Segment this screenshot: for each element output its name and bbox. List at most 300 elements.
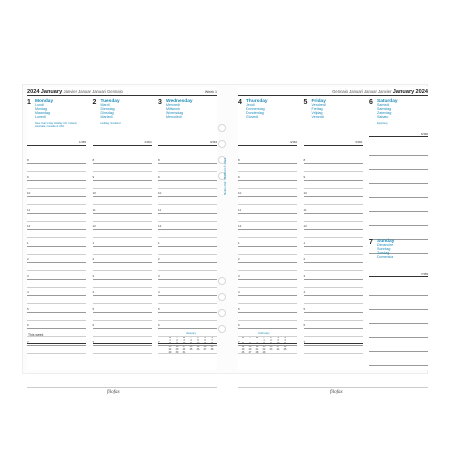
half-hour-line[interactable]	[158, 254, 217, 255]
half-hour-line[interactable]	[27, 336, 86, 337]
mini-calendar-date[interactable]: 18	[283, 345, 287, 348]
mini-calendar-date[interactable]: 2	[176, 339, 178, 342]
hour-label: 4	[158, 290, 160, 294]
half-hour-line[interactable]	[27, 188, 86, 189]
mini-calendar-date[interactable]: 17	[276, 345, 280, 348]
day-number: 3	[158, 99, 162, 106]
footer-rule	[27, 387, 217, 388]
hour-label: 9	[27, 174, 29, 179]
mini-calendar-title: February	[258, 331, 270, 335]
column-bottom-rule	[304, 343, 363, 344]
day-header	[304, 99, 363, 143]
hour-line[interactable]	[158, 229, 217, 230]
writing-line[interactable]	[369, 351, 428, 352]
hour-line[interactable]	[93, 279, 152, 280]
hour-label: 12	[92, 224, 96, 228]
year: 2024	[27, 89, 40, 95]
half-hour-line[interactable]	[238, 204, 297, 205]
hour-line[interactable]	[93, 180, 152, 181]
day-name-translation: Samedi	[377, 103, 390, 108]
half-hour-line[interactable]	[93, 320, 152, 321]
mini-calendar-date[interactable]: 13	[248, 345, 252, 348]
half-hour-line[interactable]	[158, 336, 217, 337]
half-hour-line[interactable]	[158, 171, 217, 172]
mini-calendar-date[interactable]: 19	[241, 348, 245, 351]
weekday-initial: F	[197, 336, 199, 339]
day-name-translation: Mittwoch	[166, 107, 181, 112]
mini-calendar-date[interactable]: 5	[197, 339, 199, 342]
day-names	[246, 99, 296, 120]
mini-calendar-date[interactable]: 4	[190, 339, 192, 342]
day-name-translation: Samstag	[377, 107, 392, 112]
mini-calendar-date[interactable]: 7	[211, 339, 213, 342]
hour-line[interactable]	[93, 328, 152, 329]
mini-calendar-date[interactable]: 23	[269, 348, 273, 351]
mini-calendar-date[interactable]: 6	[249, 342, 251, 345]
writing-line[interactable]	[369, 365, 428, 366]
binder-hole	[218, 277, 226, 285]
writing-line[interactable]	[369, 323, 428, 324]
day-name-translation: Dienstag	[100, 107, 115, 112]
day-number: 1	[27, 99, 31, 106]
day-name-translation: Vrijdag	[311, 111, 323, 116]
day-rule	[369, 276, 428, 277]
hour-label: 10	[238, 191, 242, 195]
week-number: Week 1	[204, 90, 217, 94]
hour-label: 2	[92, 257, 95, 261]
mini-calendar-date[interactable]: 25	[189, 348, 193, 351]
mini-calendar-date[interactable]: 11	[283, 342, 287, 345]
day-name-translation: Donnerstag	[246, 107, 265, 112]
mini-calendar-date[interactable]: 11	[189, 342, 193, 345]
hour-line[interactable]	[158, 213, 217, 214]
mini-calendar-date[interactable]: 7	[256, 342, 258, 345]
hour-line[interactable]	[27, 180, 86, 181]
hour-line[interactable]	[304, 262, 363, 263]
day-rule	[369, 136, 428, 137]
weekday-initial: F	[270, 336, 272, 339]
hour-label: 10	[27, 191, 31, 195]
hour-line[interactable]	[238, 295, 297, 296]
hour-line[interactable]	[238, 262, 297, 263]
mini-calendar-date[interactable]: 26	[241, 351, 245, 354]
hour-line[interactable]	[238, 312, 297, 313]
half-hour-line[interactable]	[158, 270, 217, 271]
half-hour-line[interactable]	[27, 237, 86, 238]
half-hour-line[interactable]	[304, 287, 363, 288]
day-column-sunday[interactable]	[369, 239, 428, 450]
hour-label: 1	[238, 240, 240, 245]
day-column-monday[interactable]	[27, 99, 86, 357]
half-hour-line[interactable]	[27, 320, 86, 321]
mini-calendar-date[interactable]: 10	[276, 342, 280, 345]
mini-calendar-date[interactable]: 1	[263, 339, 265, 342]
mini-calendar-date[interactable]: 26	[196, 348, 200, 351]
mini-calendar-date[interactable]: 24	[182, 348, 186, 351]
half-hour-line[interactable]	[93, 171, 152, 172]
hour-label: 4	[27, 290, 29, 294]
hour-line[interactable]	[158, 279, 217, 280]
half-hour-line[interactable]	[238, 320, 297, 321]
half-hour-line[interactable]	[27, 221, 86, 222]
half-hour-line[interactable]	[158, 303, 217, 304]
half-hour-line[interactable]	[93, 336, 152, 337]
mini-calendar-date[interactable]: 22	[168, 348, 172, 351]
day-column-thursday[interactable]	[238, 99, 297, 357]
month-title: January	[392, 89, 415, 95]
mini-calendar-date[interactable]: 21	[255, 348, 259, 351]
mini-calendar-date[interactable]: 3	[277, 339, 279, 342]
hour-line[interactable]	[93, 262, 152, 263]
mini-calendar-date[interactable]: 12	[241, 345, 245, 348]
mini-calendar-date[interactable]: 9	[270, 342, 272, 345]
half-hour-line[interactable]	[238, 237, 297, 238]
half-hour-line[interactable]	[93, 221, 152, 222]
day-name-translation: Dinsdag	[100, 111, 114, 116]
half-hour-line[interactable]	[238, 254, 297, 255]
day-name-translation: Dimanche	[377, 243, 394, 248]
half-hour-line[interactable]	[238, 188, 297, 189]
day-name: Wednesday	[166, 99, 193, 104]
half-hour-line[interactable]	[93, 303, 152, 304]
hour-line[interactable]	[304, 246, 363, 247]
half-hour-line[interactable]	[238, 221, 297, 222]
weekday-initial: M	[242, 336, 244, 339]
mini-calendar-date[interactable]: 25	[283, 348, 287, 351]
day-names	[166, 99, 216, 120]
filofax-logo: filofax	[107, 390, 120, 395]
half-hour-line[interactable]	[93, 188, 152, 189]
hour-line[interactable]	[238, 163, 297, 164]
binder-hole	[218, 325, 226, 333]
hour-line[interactable]	[158, 196, 217, 197]
day-column-wednesday[interactable]	[158, 99, 217, 357]
mini-calendar-date[interactable]: 4	[284, 339, 286, 342]
hour-line[interactable]	[304, 312, 363, 313]
hour-label: 8	[158, 158, 160, 162]
writing-line[interactable]	[369, 155, 428, 156]
mini-calendar-date[interactable]: 18	[189, 345, 193, 348]
mini-calendar-date[interactable]: 20	[248, 348, 252, 351]
half-hour-line[interactable]	[27, 254, 86, 255]
binder-hole	[218, 293, 226, 301]
mini-calendar-date[interactable]: 31	[182, 351, 186, 354]
day-rule	[27, 145, 86, 146]
hour-line[interactable]	[93, 345, 152, 346]
half-hour-line[interactable]	[93, 270, 152, 271]
hour-line[interactable]	[27, 279, 86, 280]
hour-label: 12	[27, 224, 31, 228]
half-hour-line[interactable]	[238, 353, 297, 354]
day-note: New Year's Day Holiday UK, Ireland, Australia, Canada & USA	[35, 122, 78, 129]
hour-line[interactable]	[238, 180, 297, 181]
day-name: Saturday	[377, 99, 398, 104]
weekday-initial: S	[211, 336, 213, 339]
half-hour-line[interactable]	[27, 303, 86, 304]
hour-label: 6	[27, 323, 29, 327]
hour-label: 7	[238, 339, 240, 344]
hour-line[interactable]	[93, 295, 152, 296]
mini-calendar-date[interactable]: 9	[176, 342, 178, 345]
writing-line[interactable]	[369, 169, 428, 170]
hour-line[interactable]	[93, 213, 152, 214]
half-hour-line[interactable]	[93, 237, 152, 238]
writing-line[interactable]	[369, 337, 428, 338]
writing-line[interactable]	[369, 211, 428, 212]
hour-line[interactable]	[27, 312, 86, 313]
day-name-translation: Lunedì	[35, 115, 46, 120]
mini-calendar-date[interactable]: 14	[210, 342, 214, 345]
hour-line[interactable]	[238, 328, 297, 329]
hour-label: 7	[303, 339, 306, 344]
mini-calendar-date[interactable]: 10	[182, 342, 186, 345]
half-hour-line[interactable]	[304, 320, 363, 321]
half-hour-line[interactable]	[93, 254, 152, 255]
day-of-year: 7/359	[421, 272, 428, 276]
half-hour-line[interactable]	[238, 171, 297, 172]
hour-line[interactable]	[27, 213, 86, 214]
day-name-translation: Sonntag	[377, 247, 391, 252]
half-hour-line[interactable]	[238, 336, 297, 337]
hour-line[interactable]	[27, 163, 86, 164]
writing-line[interactable]	[369, 183, 428, 184]
half-hour-line[interactable]	[304, 204, 363, 205]
hour-label: 9	[158, 174, 160, 179]
hour-label: 1	[303, 240, 306, 245]
month-translations: Janvier Januar Januari Gennaio	[63, 89, 123, 94]
day-name-translation: Maandag	[35, 111, 50, 116]
hour-label: 1	[158, 240, 160, 245]
half-hour-line[interactable]	[304, 237, 363, 238]
hour-label: 8	[92, 158, 95, 162]
hour-line[interactable]	[304, 295, 363, 296]
half-hour-line[interactable]	[158, 188, 217, 189]
hour-line[interactable]	[304, 196, 363, 197]
hour-label: 4	[92, 290, 95, 294]
half-hour-line[interactable]	[27, 270, 86, 271]
day-names	[377, 239, 427, 260]
half-hour-line[interactable]	[304, 221, 363, 222]
day-name-translation: Martedì	[100, 115, 113, 120]
day-number: 7	[369, 239, 373, 246]
mini-calendar-date[interactable]: 29	[168, 351, 172, 354]
mini-calendar-date[interactable]: 17	[182, 345, 186, 348]
day-number: 2	[92, 99, 97, 106]
mini-calendar-date[interactable]: 13	[203, 342, 207, 345]
hour-label: 11	[92, 207, 96, 212]
hour-line[interactable]	[93, 163, 152, 164]
mini-calendar-date[interactable]: 16	[175, 345, 179, 348]
mini-calendar-date[interactable]: 19	[196, 345, 200, 348]
hour-line[interactable]	[158, 295, 217, 296]
weekday-initial: T	[176, 336, 178, 339]
hour-line[interactable]	[93, 312, 152, 313]
hour-line[interactable]	[238, 279, 297, 280]
mini-calendar-date[interactable]: 16	[269, 345, 273, 348]
day-name: Sunday	[377, 239, 395, 244]
hour-label: 2	[303, 257, 306, 261]
mini-calendar-date[interactable]: 30	[175, 351, 179, 354]
day-name-translation: Vendredi	[311, 103, 326, 108]
hour-label: 6	[92, 323, 95, 327]
month-translations: Gennaio Januari Januar Janvier	[332, 89, 392, 94]
half-hour-line[interactable]	[158, 221, 217, 222]
day-name-translation: Mercoledì	[166, 115, 182, 120]
column-bottom-rule	[27, 343, 86, 344]
mini-calendar-date[interactable]: 28	[210, 348, 214, 351]
half-hour-line[interactable]	[304, 188, 363, 189]
right-page	[238, 87, 428, 395]
mini-calendar-date[interactable]: 27	[203, 348, 207, 351]
half-hour-line[interactable]	[27, 204, 86, 205]
filofax-logo: filofax	[330, 390, 343, 395]
mini-calendar-date[interactable]: 8	[263, 342, 265, 345]
mini-calendar-date[interactable]: 6	[204, 339, 206, 342]
hour-line[interactable]	[238, 345, 297, 346]
hour-line[interactable]	[158, 163, 217, 164]
weekday-initial: S	[204, 336, 206, 339]
weekday-initial: M	[169, 336, 171, 339]
half-hour-line[interactable]	[27, 171, 86, 172]
day-of-year: 2/364	[144, 140, 152, 144]
column-bottom-rule	[238, 343, 297, 344]
mini-calendar-date[interactable]: 15	[168, 345, 172, 348]
weekday-initial: T	[263, 336, 265, 339]
mini-calendar-date[interactable]: 24	[276, 348, 280, 351]
hour-label: 2	[158, 257, 160, 261]
hour-label: 1	[27, 240, 29, 245]
hour-line[interactable]	[158, 328, 217, 329]
day-name-translation: Woensdag	[166, 111, 184, 116]
half-hour-line[interactable]	[304, 270, 363, 271]
half-hour-line[interactable]	[93, 353, 152, 354]
day-names	[101, 99, 151, 125]
day-column-tuesday[interactable]	[93, 99, 152, 357]
hour-line[interactable]	[27, 328, 86, 329]
day-header	[27, 99, 86, 143]
hour-line[interactable]	[238, 229, 297, 230]
month-title: January	[40, 89, 63, 95]
half-hour-line[interactable]	[158, 287, 217, 288]
half-hour-line[interactable]	[158, 237, 217, 238]
mini-calendar-date[interactable]: 5	[242, 342, 244, 345]
half-hour-line[interactable]	[238, 303, 297, 304]
day-name-translation: Zondag	[377, 251, 390, 256]
writing-line[interactable]	[369, 197, 428, 198]
day-rule	[304, 145, 363, 146]
hour-line[interactable]	[158, 180, 217, 181]
half-hour-line[interactable]	[158, 204, 217, 205]
hour-label: 11	[303, 207, 307, 212]
half-hour-line[interactable]	[304, 303, 363, 304]
half-hour-line[interactable]	[158, 353, 217, 354]
hour-line[interactable]	[238, 196, 297, 197]
hour-line[interactable]	[93, 196, 152, 197]
half-hour-line[interactable]	[304, 353, 363, 354]
column-bottom-rule	[93, 343, 152, 344]
half-hour-line[interactable]	[158, 320, 217, 321]
mini-calendar-date[interactable]: 23	[175, 348, 179, 351]
hour-line[interactable]	[27, 196, 86, 197]
hour-line[interactable]	[158, 345, 217, 346]
hour-line[interactable]	[27, 229, 86, 230]
day-name-translation: Freitag	[311, 107, 323, 112]
half-hour-line[interactable]	[238, 270, 297, 271]
mini-calendar-date[interactable]: 28	[255, 351, 259, 354]
half-hour-line[interactable]	[27, 353, 86, 354]
binder-hole	[218, 309, 226, 317]
day-header	[158, 99, 217, 143]
mini-calendar-date[interactable]: 2	[270, 339, 272, 342]
hour-line[interactable]	[304, 229, 363, 230]
hour-line[interactable]	[27, 262, 86, 263]
hour-line[interactable]	[158, 246, 217, 247]
mini-calendar-date[interactable]: 21	[210, 345, 214, 348]
writing-line[interactable]	[369, 225, 428, 226]
hour-line[interactable]	[238, 213, 297, 214]
day-names	[377, 99, 427, 125]
hour-line[interactable]	[304, 213, 363, 214]
mini-calendar-date[interactable]: 1	[169, 339, 171, 342]
mini-calendar-date[interactable]: 12	[196, 342, 200, 345]
day-name-translation: Montag	[35, 107, 47, 112]
day-names	[35, 99, 85, 128]
mini-calendar-date[interactable]: 20	[203, 345, 207, 348]
half-hour-line[interactable]	[238, 287, 297, 288]
hour-line[interactable]	[158, 262, 217, 263]
mini-calendar-date[interactable]: 15	[262, 345, 266, 348]
hour-label: 9	[92, 174, 95, 179]
hour-line[interactable]	[304, 328, 363, 329]
hour-line[interactable]	[304, 180, 363, 181]
writing-line[interactable]	[369, 309, 428, 310]
hour-line[interactable]	[304, 163, 363, 164]
hour-label: 3	[92, 273, 95, 278]
hour-line[interactable]	[158, 312, 217, 313]
half-hour-line[interactable]	[93, 204, 152, 205]
day-name: Tuesday	[100, 99, 120, 104]
mini-calendar-date[interactable]: 27	[248, 351, 252, 354]
left-page	[27, 87, 217, 395]
day-number: 4	[238, 99, 242, 106]
mini-calendar-date[interactable]: 3	[183, 339, 185, 342]
half-hour-line[interactable]	[304, 254, 363, 255]
half-hour-line[interactable]	[27, 287, 86, 288]
hour-line[interactable]	[27, 246, 86, 247]
weekday-initial: W	[182, 336, 186, 339]
day-column-friday[interactable]	[304, 99, 363, 357]
writing-line[interactable]	[369, 295, 428, 296]
mini-calendar-date[interactable]: 22	[262, 348, 266, 351]
hour-line[interactable]	[304, 345, 363, 346]
half-hour-line[interactable]	[304, 336, 363, 337]
day-of-year: 5/361	[355, 140, 363, 144]
hour-line[interactable]	[93, 229, 152, 230]
mini-calendar-date[interactable]: 29	[262, 351, 266, 354]
day-of-year: 3/363	[210, 140, 217, 144]
hour-line[interactable]	[238, 246, 297, 247]
hour-line[interactable]	[304, 279, 363, 280]
binder-hole	[218, 124, 226, 132]
hour-line[interactable]	[27, 345, 86, 346]
day-name-translation: Domenica	[377, 255, 394, 260]
half-hour-line[interactable]	[93, 287, 152, 288]
hour-line[interactable]	[93, 246, 152, 247]
mini-calendar-date[interactable]: 14	[255, 345, 259, 348]
half-hour-line[interactable]	[304, 171, 363, 172]
mini-calendar-date[interactable]: 8	[169, 342, 171, 345]
hour-line[interactable]	[27, 295, 86, 296]
